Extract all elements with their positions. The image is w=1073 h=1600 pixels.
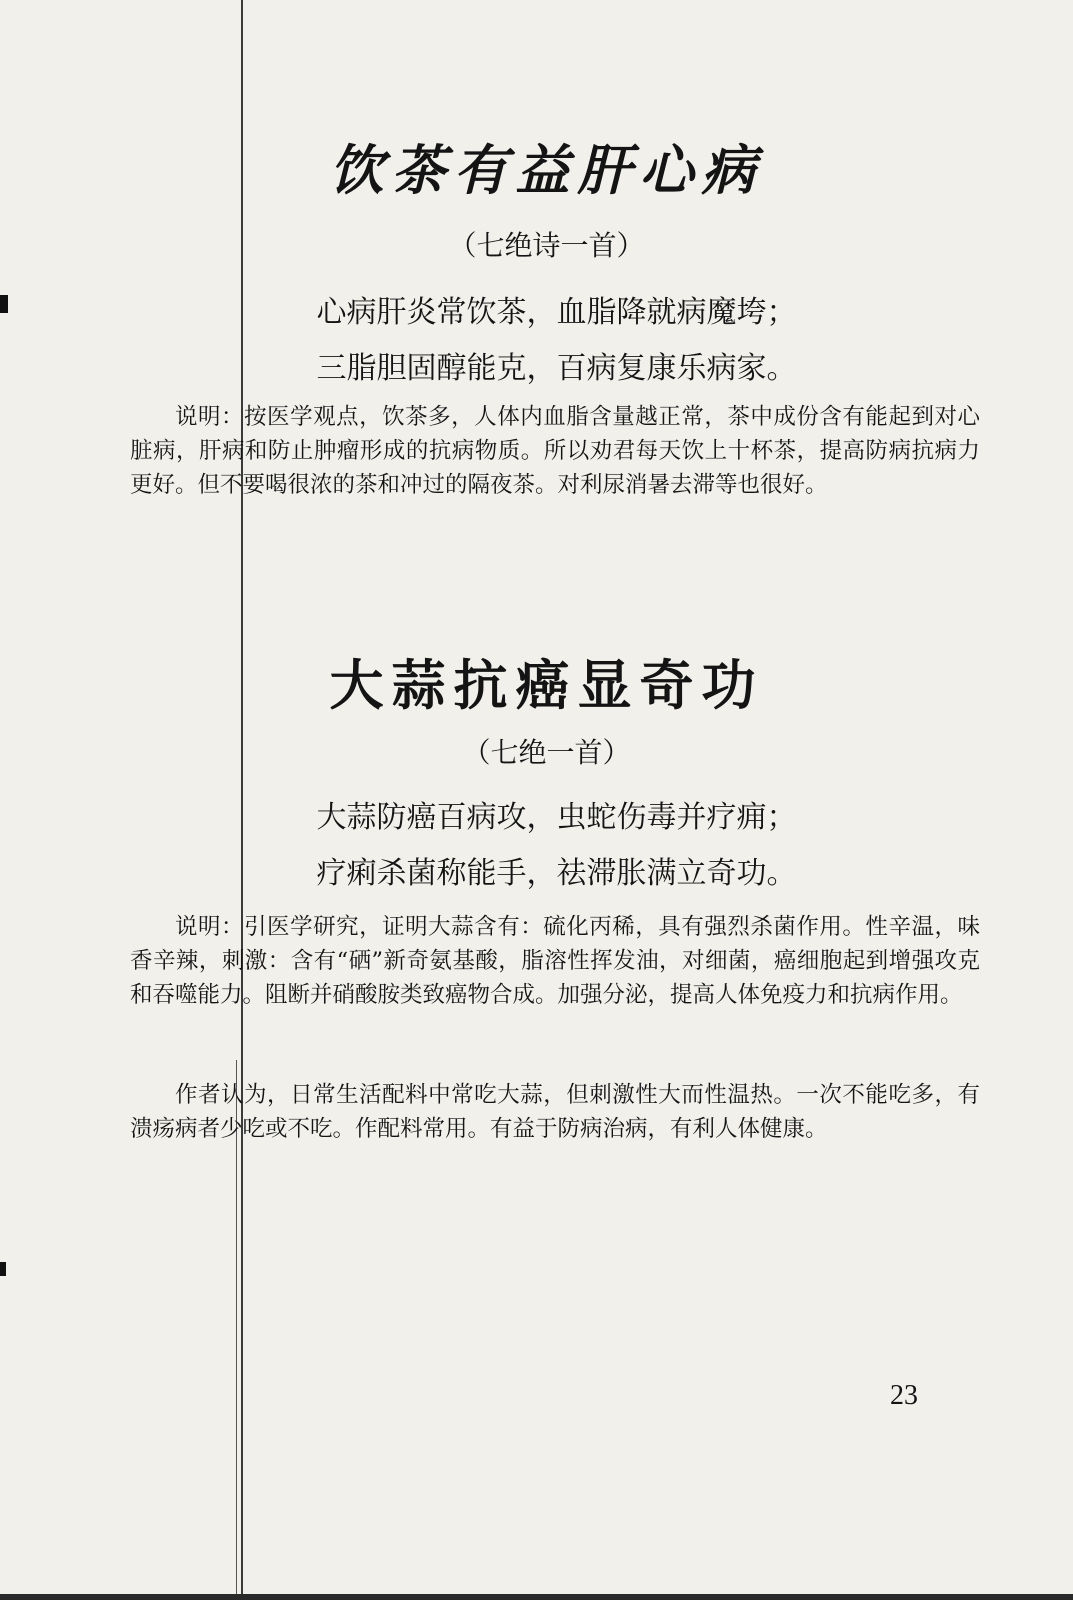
poem-title: 大蒜抗癌显奇功 (329, 653, 764, 717)
poem-verses (0, 285, 1073, 397)
poem-title: 饮茶有益肝心病 (329, 138, 764, 202)
poem-verses (0, 790, 1073, 902)
verse-line: 疗痢杀菌称能手，祛滞胀满立奇功。 (316, 856, 797, 891)
poem-section-garlic (0, 655, 1073, 715)
verse-line: 三脂胆固醇能克，百病复康乐病家。 (316, 351, 797, 386)
author-comment-paragraph: 作者认为，日常生活配料中常吃大蒜，但刺激性大而性温热。一次不能吃多，有溃疡病者少吃或不吃。作配料常用。有益于防病治病，有利人体健康。 (130, 1082, 980, 1142)
verse-line: 大蒜防癌百病攻，虫蛇伤毒并疗痈； (316, 800, 797, 835)
poem-subtitle-wrap (0, 733, 1073, 773)
explanation-paragraph: 说明：引医学研究，证明大蒜含有：硫化丙稀，具有强烈杀菌作用。性辛温，味香辛辣，刺激：含有“硒”新奇氨基酸，脂溶性挥发油，对细菌，癌细胞起到增强攻克和吞噬能力。阻断并硝酸胺类致癌物合成。加强分泌，提高人体免疫力和抗病作用。 (130, 914, 980, 1008)
poem-subtitle: （七绝一首） (462, 736, 631, 769)
scan-bottom-edge (0, 1594, 1073, 1600)
poem-section-tea (0, 140, 1073, 200)
poem-subtitle-wrap (0, 226, 1073, 266)
page-number: 23 (890, 1380, 918, 1411)
verse-line: 心病肝炎常饮茶，血脂降就病魔垮； (316, 295, 797, 330)
scan-edge-mark (0, 1262, 6, 1276)
explanation-paragraph: 说明：按医学观点，饮茶多，人体内血脂含量越正常，茶中成份含有能起到对心脏病，肝病和防止肿瘤形成的抗病物质。所以劝君每天饮上十杯茶，提高防病抗病力更好。但不要喝很浓的茶和冲过的隔夜茶。对利尿消暑去滞等也很好。 (130, 404, 980, 498)
poem-subtitle: （七绝诗一首） (448, 229, 645, 262)
